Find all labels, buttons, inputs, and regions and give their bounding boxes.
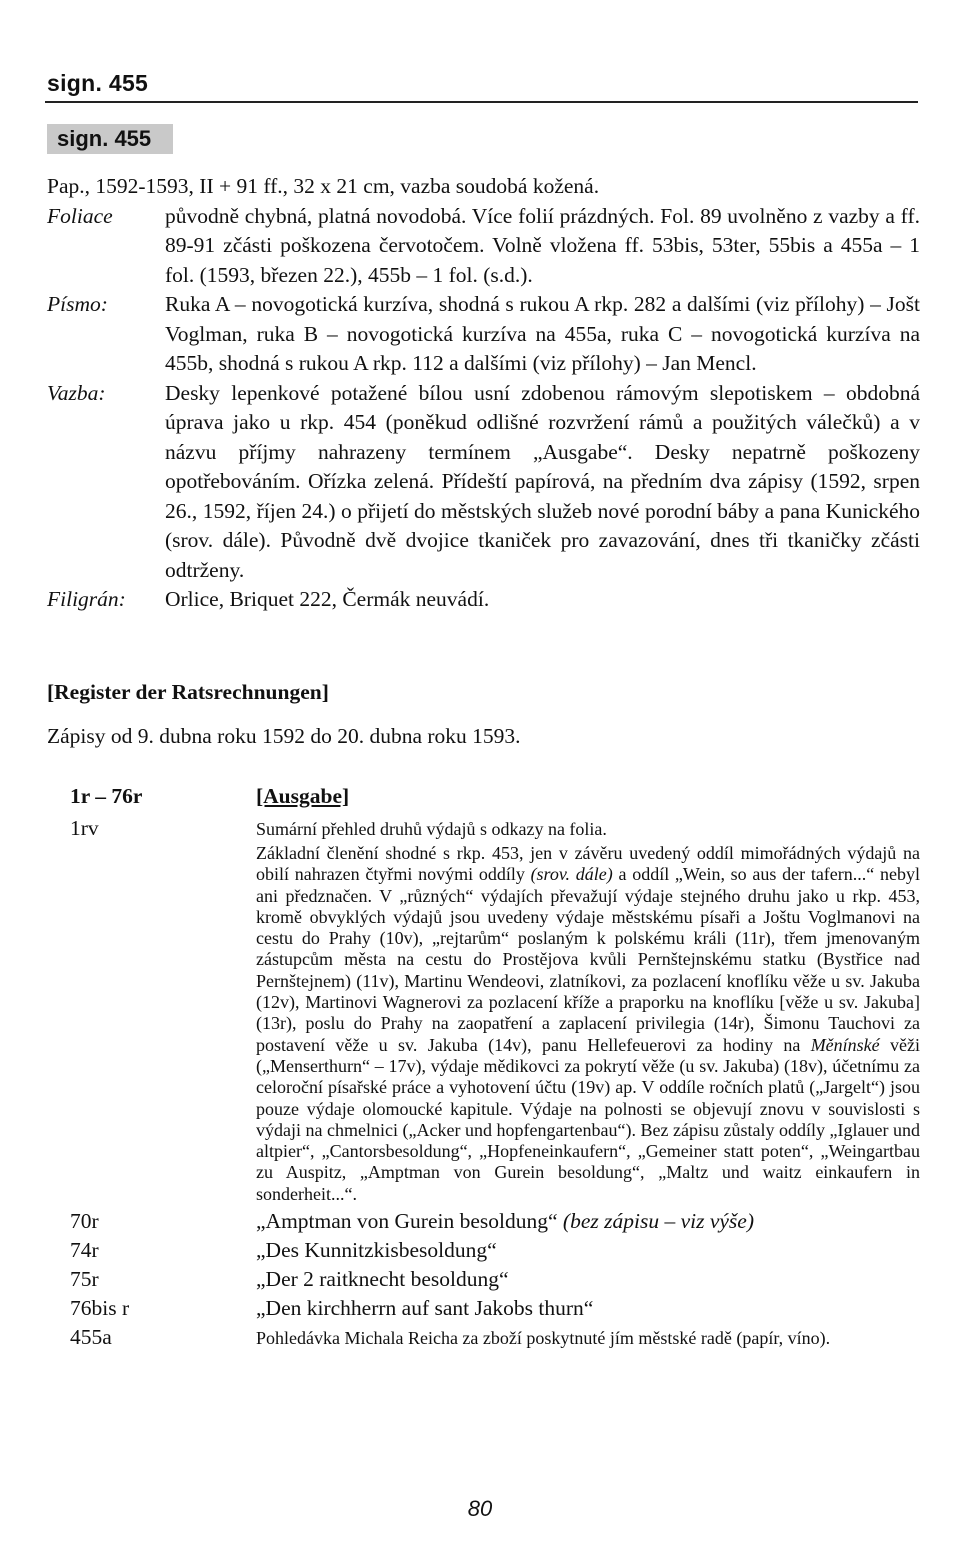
field-watermark	[47, 585, 920, 615]
entry-text: Pohledávka Michala Reicha za zboží poskytnuté jím městské radě (papír, víno).	[256, 1328, 831, 1349]
field-label: Foliace	[47, 203, 113, 228]
field-text: původně chybná, platná novodobá. Více folií prázdných. Fol. 89 uvolněno z vazby a ff. 89-91 zčásti poškozena červotočem. Volně vložena ff. 53bis, 53ter, 55bis a 455a – 1 fol. (1593, březen 22.), 455b – 1 fol. (s.d.).	[165, 203, 920, 287]
section-title: [Ausgabe]	[256, 784, 350, 808]
contents-row	[70, 1207, 920, 1236]
field-label: Písmo:	[47, 292, 108, 316]
field-script	[47, 290, 920, 379]
entry-italic: Měnínské	[810, 1034, 880, 1055]
contents-row	[70, 1265, 920, 1294]
contents-row	[70, 1236, 920, 1265]
folio-range: 76bis r	[70, 1296, 130, 1321]
entry-title: „Amptman von Gurein besoldung“	[256, 1209, 563, 1234]
entry-italic: (srov. dále)	[530, 864, 613, 885]
field-label: Vazba:	[47, 380, 106, 405]
field-binding	[47, 379, 920, 586]
folio-range: 1rv	[70, 816, 99, 840]
entry-title: „Des Kunnitzkisbesoldung“	[256, 1238, 497, 1263]
folio-range	[70, 843, 256, 1205]
folio-range: 70r	[70, 1209, 99, 1234]
entry-title: „Den kirchherrn auf sant Jakobs thurn“	[256, 1296, 594, 1321]
contents-row	[70, 815, 920, 841]
entry-text	[256, 1207, 920, 1236]
entry-text-part: Základní členění shodné s rkp. 453, jen v závěru uvedený oddíl mimořádných výdajů na obilí nahrazen čtyřmi novými oddíly	[256, 843, 920, 885]
page-number: 80	[467, 1496, 493, 1521]
running-head: sign. 455	[47, 70, 149, 96]
folio-range: 74r	[70, 1238, 99, 1263]
folio-range: 455a	[70, 1325, 112, 1350]
contents-row	[70, 1323, 920, 1352]
signature-box: sign. 455	[47, 124, 173, 154]
register-title: [Register der Ratsrechnungen]	[47, 680, 329, 704]
field-text: Orlice, Briquet 222, Čermák neuvádí.	[165, 587, 490, 611]
field-text: Desky lepenkové potažené bílou usní zdobenou rámovým slepotiskem – obdobná úprava jako u rkp. 454 (poněkud odlišné rozvržení rámů a použitých válečků) a v názvu příjmy nahrazeny termínem „Ausgabe“. Desky nepatrně poškozeny opotřebováním. Ořízka zelená. Přídeští papírová, na předním dva zápisy (1592, srpen 26., 1592, říjen 24.) o přijetí do městských služeb nové porodní báby a pana Kunického (srov. dále). Původně dvě dvojice tkaniček pro zavazování, dnes tři tkaničky zčásti odtrženy.	[165, 380, 920, 582]
entry-note: (bez zápisu – viz výše)	[562, 1209, 754, 1234]
entry-text: Sumární přehled druhů výdajů s odkazy na folia.	[256, 819, 607, 839]
folio-range: 1r – 76r	[70, 784, 143, 808]
contents-list	[70, 782, 920, 1352]
physical-description: Pap., 1592-1593, II + 91 ff., 32 x 21 cm, vazba soudobá kožená.	[47, 174, 600, 198]
entry-text-part: a oddíl „Wein, so aus der tafern...“ nebyl ani předznačen. V „různých“ výdajích převažují výdaje stejného druhu jako u rkp. 453, kromě obvyklých výdajů jsou uvedeny výdaje městskému písaři a Joštu Voglmanovi na cestu do Prahy (10v), „rejtarům“ poslaným k polskému králi (11r), třem jmenovaným zástupcům města na cestu do Prostějova kvůli Pernštejnskému statku (Bystřice nad Pernštejnem) (11v), Martinu Wendeovi, zlatníkovi, za pozlacení knoflíku věže u sv. Jakuba (12v), Martinovi Wagnerovi za pozlacení kříže a praporku na knoflíku [věže u sv. Jakuba] (13r), poslu do Prahy na zaopatření a zaplacení privilegia (14r), Šimonu Tauchovi za postavení věže u sv. Jakuba (14v), panu Hellefeuerovi za hodiny na	[256, 864, 920, 1055]
entry-title: „Der 2 raitknecht besoldung“	[256, 1267, 509, 1292]
field-label: Filigrán:	[47, 587, 126, 611]
folio-range: 75r	[70, 1267, 99, 1292]
entry-text	[256, 843, 920, 1205]
field-text: Ruka A – novogotická kurzíva, shodná s rukou A rkp. 282 a dalšími (viz přílohy) – Jošt Voglman, ruka B – novogotická kurzíva na 455a, ruka C – novogotická kurzíva na 455b, shodná s rukou A rkp. 112 a dalšími (viz přílohy) – Jan Mencl.	[165, 292, 920, 375]
manuscript-description	[47, 172, 920, 615]
contents-row	[70, 843, 920, 1205]
contents-row	[70, 782, 920, 811]
entry-text-part: věži („Menserthurn“ – 17v), výdaje mědikovci za pokrytí věže (u sv. Jakuba) (18v), účetnímu za celoroční písařské práce a vyhotovení účtu (19v) ap. V oddíle ročních platů („Jargelt“) jsou pouze výdaje olomoucké kapitule. Výdaje na polnosti se objevují znovu v souvislosti s výdaji na chmelnici („Acker und hopfengartenbau“). Bez zápisu zůstaly oddíly „Iglauer und altpier“, „Cantorsbesoldung“, „Hopfeneinkaufern“, „Gemeiner statt poten“, „Weingartbau zu Auspitz, „Amptman von Gurein besoldung“, „Maltz und waitz einkaufern in sonderheit...“.	[256, 1034, 921, 1204]
contents-row	[70, 1294, 920, 1323]
register-subtitle: Zápisy od 9. dubna roku 1592 do 20. dubna roku 1593.	[47, 724, 521, 748]
header-rule	[45, 101, 918, 103]
field-foliation	[47, 202, 920, 291]
